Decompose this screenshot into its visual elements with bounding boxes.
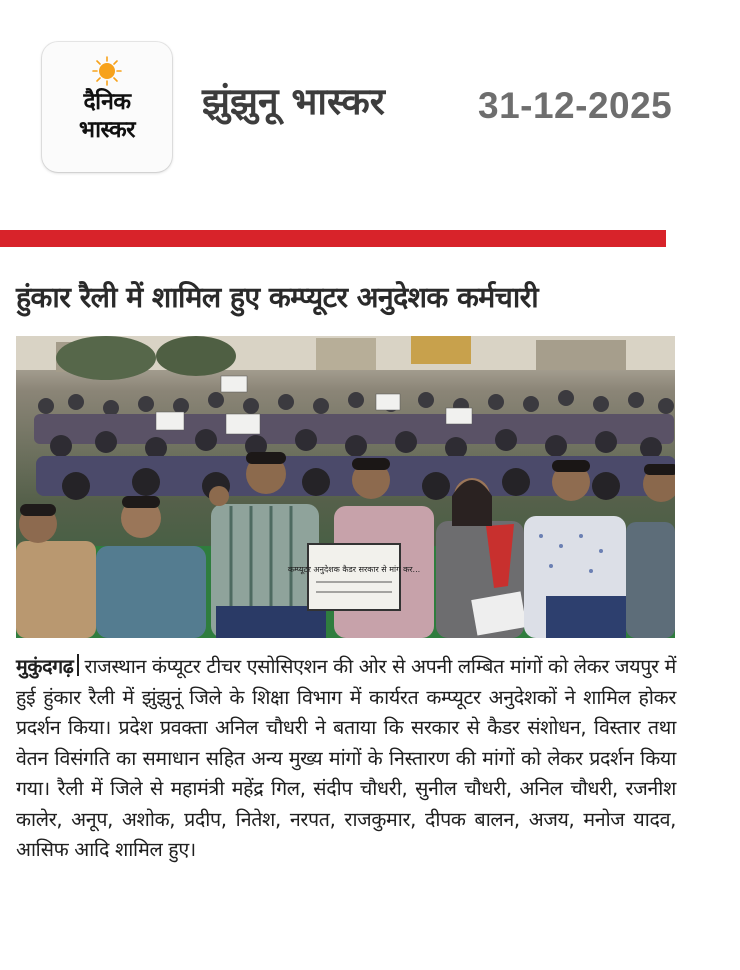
edition-date: 31-12-2025 — [478, 85, 673, 126]
article-dateline: मुकुंदगढ़ — [16, 655, 74, 678]
dateline-separator — [77, 654, 79, 676]
article-body-text: राजस्थान कंप्यूटर टीचर एसोसिएशन की ओर से अपनी लम्बित मांगों को लेकर जयपुर में हुई हुंकार रैली में झुंझुनूं जिले के शिक्षा विभाग में कार्यरत कम्प्यूटर अनुदेशकों ने शामिल होकर प्रदर्शन किया। प्रदेश प्रवक्ता अनिल चौधरी ने बताया कि सरकार से कैडर संशोधन, विस्तार तथा वेतन विसंगति का समाधान सहित अन्य मुख्य मांगों के निस्तारण की मांगों को लेकर प्रदर्शन किया गया। रैली में जिले से महामंत्री महेंद्र गिल, संदीप चौधरी, सुनील चौधरी, अनिल चौधरी, रजनीश कालेर, अनूप, अशोक, प्रदीप, नितेश, नरपत, राजकुमार, दीपक बालन, अजय, मनोज यादव, आसिफ आदि शामिल हुए। — [16, 655, 677, 861]
dainik-bhaskar-logo[interactable] — [42, 42, 172, 172]
placard-text — [288, 564, 420, 575]
logo-text-line2: भास्कर — [78, 117, 136, 143]
article-body — [16, 652, 676, 866]
article-photo[interactable] — [16, 336, 675, 638]
red-divider — [0, 230, 666, 247]
logo-text-line1: दैनिक — [83, 89, 131, 115]
protest-crowd-photo — [16, 336, 675, 638]
placard-line: कम्प्यूटर अनुदेशक कैडर सरकार से मांग कर... — [287, 565, 421, 574]
sun-icon — [92, 56, 122, 86]
article-headline: हुंकार रैली में शामिल हुए कम्प्यूटर अनुदेशक कर्मचारी — [16, 281, 539, 314]
edition-title: झुंझुनू भास्कर — [202, 80, 385, 123]
